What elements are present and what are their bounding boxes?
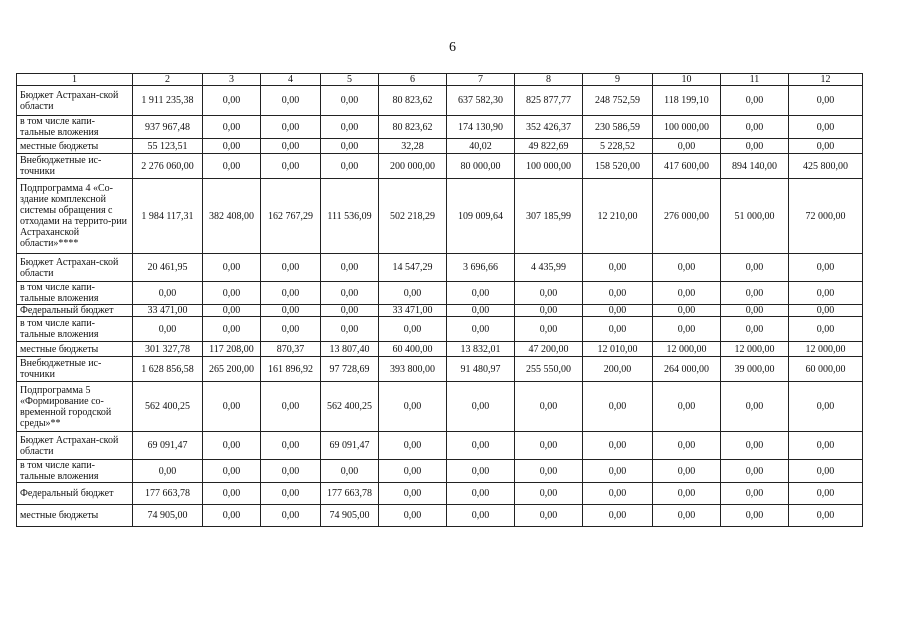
table-cell: 0,00 bbox=[653, 432, 721, 460]
table-cell: 0,00 bbox=[203, 139, 261, 154]
table-cell: 230 586,59 bbox=[583, 116, 653, 139]
table-cell: 0,00 bbox=[789, 505, 863, 527]
table-cell: 47 200,00 bbox=[515, 342, 583, 357]
row-label: Бюджет Астрахан-ской области bbox=[17, 432, 133, 460]
table-cell: 111 536,09 bbox=[321, 179, 379, 254]
table-cell: 0,00 bbox=[653, 139, 721, 154]
table-cell: 12 010,00 bbox=[583, 342, 653, 357]
table-cell: 0,00 bbox=[583, 460, 653, 483]
table-cell: 0,00 bbox=[321, 282, 379, 305]
header-row bbox=[17, 74, 863, 86]
table-row bbox=[17, 179, 863, 254]
table-cell: 0,00 bbox=[789, 116, 863, 139]
table-cell: 60 000,00 bbox=[789, 357, 863, 382]
table-cell: 0,00 bbox=[789, 282, 863, 305]
column-header: 10 bbox=[653, 74, 721, 86]
table-cell: 0,00 bbox=[261, 483, 321, 505]
table-cell: 0,00 bbox=[133, 282, 203, 305]
table-cell: 0,00 bbox=[447, 282, 515, 305]
column-header: 5 bbox=[321, 74, 379, 86]
table-cell: 74 905,00 bbox=[321, 505, 379, 527]
table-row bbox=[17, 505, 863, 527]
table-cell: 200,00 bbox=[583, 357, 653, 382]
row-label: Бюджет Астрахан-ской области bbox=[17, 254, 133, 282]
table-cell: 100 000,00 bbox=[515, 154, 583, 179]
table-cell: 0,00 bbox=[721, 483, 789, 505]
table-cell: 0,00 bbox=[789, 317, 863, 342]
table-row bbox=[17, 305, 863, 317]
table-cell: 0,00 bbox=[721, 139, 789, 154]
table-cell: 2 276 060,00 bbox=[133, 154, 203, 179]
table-cell: 5 228,52 bbox=[583, 139, 653, 154]
table-cell: 382 408,00 bbox=[203, 179, 261, 254]
table-cell: 0,00 bbox=[203, 305, 261, 317]
table-cell: 177 663,78 bbox=[321, 483, 379, 505]
table-row bbox=[17, 154, 863, 179]
table-cell: 0,00 bbox=[203, 483, 261, 505]
table-cell: 72 000,00 bbox=[789, 179, 863, 254]
table-cell: 265 200,00 bbox=[203, 357, 261, 382]
table-cell: 0,00 bbox=[583, 282, 653, 305]
table-cell: 118 199,10 bbox=[653, 86, 721, 116]
table-cell: 0,00 bbox=[261, 317, 321, 342]
table-row bbox=[17, 432, 863, 460]
table-cell: 69 091,47 bbox=[321, 432, 379, 460]
table-row bbox=[17, 460, 863, 483]
table-cell: 0,00 bbox=[653, 483, 721, 505]
column-header: 8 bbox=[515, 74, 583, 86]
table-cell: 162 767,29 bbox=[261, 179, 321, 254]
table-cell: 301 327,78 bbox=[133, 342, 203, 357]
table-cell: 100 000,00 bbox=[653, 116, 721, 139]
table-cell: 33 471,00 bbox=[379, 305, 447, 317]
table-cell: 0,00 bbox=[261, 505, 321, 527]
table-cell: 20 461,95 bbox=[133, 254, 203, 282]
table-cell: 1 911 235,38 bbox=[133, 86, 203, 116]
row-label: местные бюджеты bbox=[17, 139, 133, 154]
table-cell: 40,02 bbox=[447, 139, 515, 154]
table-cell: 0,00 bbox=[203, 86, 261, 116]
table-cell: 637 582,30 bbox=[447, 86, 515, 116]
table-cell: 0,00 bbox=[203, 154, 261, 179]
table-cell: 0,00 bbox=[203, 254, 261, 282]
table-cell: 894 140,00 bbox=[721, 154, 789, 179]
table-cell: 0,00 bbox=[515, 305, 583, 317]
row-label: местные бюджеты bbox=[17, 505, 133, 527]
budget-table bbox=[16, 73, 863, 527]
table-row bbox=[17, 342, 863, 357]
table-cell: 109 009,64 bbox=[447, 179, 515, 254]
table-cell: 91 480,97 bbox=[447, 357, 515, 382]
table-cell: 13 832,01 bbox=[447, 342, 515, 357]
table-cell: 12 000,00 bbox=[653, 342, 721, 357]
row-label: Внебюджетные ис-точники bbox=[17, 357, 133, 382]
table-cell: 0,00 bbox=[379, 483, 447, 505]
table-cell: 0,00 bbox=[261, 139, 321, 154]
table-cell: 12 000,00 bbox=[721, 342, 789, 357]
row-label: Федеральный бюджет bbox=[17, 483, 133, 505]
table-cell: 562 400,25 bbox=[133, 382, 203, 432]
table-row bbox=[17, 254, 863, 282]
table-cell: 0,00 bbox=[789, 483, 863, 505]
table-cell: 0,00 bbox=[447, 460, 515, 483]
table-cell: 0,00 bbox=[583, 505, 653, 527]
row-label: Бюджет Астрахан-ской области bbox=[17, 86, 133, 116]
table-cell: 80 823,62 bbox=[379, 86, 447, 116]
table-cell: 0,00 bbox=[447, 305, 515, 317]
table-row bbox=[17, 357, 863, 382]
table-cell: 255 550,00 bbox=[515, 357, 583, 382]
table-cell: 177 663,78 bbox=[133, 483, 203, 505]
table-cell: 14 547,29 bbox=[379, 254, 447, 282]
table-cell: 0,00 bbox=[515, 483, 583, 505]
table-cell: 0,00 bbox=[789, 139, 863, 154]
table-cell: 0,00 bbox=[515, 432, 583, 460]
table-cell: 0,00 bbox=[721, 254, 789, 282]
table-cell: 0,00 bbox=[789, 460, 863, 483]
table-cell: 1 984 117,31 bbox=[133, 179, 203, 254]
table-cell: 3 696,66 bbox=[447, 254, 515, 282]
table-cell: 0,00 bbox=[321, 305, 379, 317]
table-cell: 562 400,25 bbox=[321, 382, 379, 432]
table-row bbox=[17, 139, 863, 154]
table-cell: 74 905,00 bbox=[133, 505, 203, 527]
table-cell: 117 208,00 bbox=[203, 342, 261, 357]
table-cell: 0,00 bbox=[721, 505, 789, 527]
table-cell: 0,00 bbox=[321, 139, 379, 154]
table-cell: 0,00 bbox=[379, 432, 447, 460]
table-cell: 0,00 bbox=[721, 305, 789, 317]
table-cell: 1 628 856,58 bbox=[133, 357, 203, 382]
table-cell: 0,00 bbox=[653, 505, 721, 527]
table-row bbox=[17, 282, 863, 305]
table-body bbox=[17, 86, 863, 527]
table-cell: 0,00 bbox=[261, 154, 321, 179]
table-row bbox=[17, 116, 863, 139]
table-cell: 33 471,00 bbox=[133, 305, 203, 317]
table-cell: 0,00 bbox=[789, 254, 863, 282]
column-header: 6 bbox=[379, 74, 447, 86]
table-cell: 0,00 bbox=[203, 282, 261, 305]
table-cell: 0,00 bbox=[721, 86, 789, 116]
table-cell: 51 000,00 bbox=[721, 179, 789, 254]
table-cell: 0,00 bbox=[583, 382, 653, 432]
table-cell: 0,00 bbox=[515, 460, 583, 483]
table-cell: 0,00 bbox=[261, 305, 321, 317]
table-cell: 264 000,00 bbox=[653, 357, 721, 382]
table-cell: 69 091,47 bbox=[133, 432, 203, 460]
column-header: 12 bbox=[789, 74, 863, 86]
table-cell: 0,00 bbox=[321, 460, 379, 483]
table-cell: 0,00 bbox=[447, 505, 515, 527]
table-cell: 0,00 bbox=[447, 317, 515, 342]
table-cell: 158 520,00 bbox=[583, 154, 653, 179]
table-cell: 60 400,00 bbox=[379, 342, 447, 357]
table-cell: 307 185,99 bbox=[515, 179, 583, 254]
row-label: Внебюджетные ис-точники bbox=[17, 154, 133, 179]
table-cell: 0,00 bbox=[721, 317, 789, 342]
row-label: в том числе капи-тальные вложения bbox=[17, 116, 133, 139]
table-row bbox=[17, 86, 863, 116]
table-cell: 0,00 bbox=[203, 317, 261, 342]
table-cell: 0,00 bbox=[583, 254, 653, 282]
table-cell: 0,00 bbox=[721, 460, 789, 483]
table-cell: 0,00 bbox=[721, 432, 789, 460]
column-header: 11 bbox=[721, 74, 789, 86]
table-cell: 4 435,99 bbox=[515, 254, 583, 282]
table-cell: 0,00 bbox=[321, 317, 379, 342]
table-cell: 0,00 bbox=[261, 432, 321, 460]
table-cell: 0,00 bbox=[789, 382, 863, 432]
table-cell: 0,00 bbox=[789, 432, 863, 460]
table-cell: 0,00 bbox=[721, 382, 789, 432]
column-header: 2 bbox=[133, 74, 203, 86]
table-cell: 248 752,59 bbox=[583, 86, 653, 116]
table-cell: 200 000,00 bbox=[379, 154, 447, 179]
table-cell: 80 823,62 bbox=[379, 116, 447, 139]
row-label: Подпрограмма 4 «Со-здание комплексной системы обращения с отходами на террито-рии Астраханской области»**** bbox=[17, 179, 133, 254]
table-cell: 0,00 bbox=[203, 460, 261, 483]
row-label: Подпрограмма 5 «Формирование со-временной городской среды»** bbox=[17, 382, 133, 432]
table-cell: 12 210,00 bbox=[583, 179, 653, 254]
table-cell: 32,28 bbox=[379, 139, 447, 154]
row-label: в том числе капи-тальные вложения bbox=[17, 460, 133, 483]
table-cell: 0,00 bbox=[583, 432, 653, 460]
table-cell: 0,00 bbox=[261, 254, 321, 282]
table-cell: 0,00 bbox=[379, 505, 447, 527]
table-cell: 0,00 bbox=[321, 254, 379, 282]
table-cell: 0,00 bbox=[653, 460, 721, 483]
table-cell: 0,00 bbox=[721, 282, 789, 305]
column-header: 4 bbox=[261, 74, 321, 86]
table-cell: 0,00 bbox=[583, 483, 653, 505]
table-cell: 0,00 bbox=[261, 460, 321, 483]
table-cell: 0,00 bbox=[379, 317, 447, 342]
table-cell: 0,00 bbox=[133, 460, 203, 483]
table-cell: 0,00 bbox=[379, 460, 447, 483]
table-cell: 0,00 bbox=[261, 382, 321, 432]
table-cell: 393 800,00 bbox=[379, 357, 447, 382]
table-cell: 13 807,40 bbox=[321, 342, 379, 357]
table-cell: 161 896,92 bbox=[261, 357, 321, 382]
table-cell: 0,00 bbox=[133, 317, 203, 342]
table-cell: 0,00 bbox=[203, 382, 261, 432]
table-cell: 0,00 bbox=[789, 305, 863, 317]
table-cell: 425 800,00 bbox=[789, 154, 863, 179]
row-label: Федеральный бюджет bbox=[17, 305, 133, 317]
table-cell: 174 130,90 bbox=[447, 116, 515, 139]
table-cell: 0,00 bbox=[515, 505, 583, 527]
table-cell: 937 967,48 bbox=[133, 116, 203, 139]
table-cell: 0,00 bbox=[447, 432, 515, 460]
table-cell: 502 218,29 bbox=[379, 179, 447, 254]
table-cell: 0,00 bbox=[515, 317, 583, 342]
column-header: 1 bbox=[17, 74, 133, 86]
table-cell: 49 822,69 bbox=[515, 139, 583, 154]
table-cell: 80 000,00 bbox=[447, 154, 515, 179]
table-cell: 97 728,69 bbox=[321, 357, 379, 382]
column-header: 9 bbox=[583, 74, 653, 86]
table-row bbox=[17, 382, 863, 432]
table-cell: 0,00 bbox=[321, 154, 379, 179]
table-cell: 0,00 bbox=[653, 254, 721, 282]
table-cell: 39 000,00 bbox=[721, 357, 789, 382]
column-header: 3 bbox=[203, 74, 261, 86]
table-cell: 0,00 bbox=[321, 116, 379, 139]
column-header: 7 bbox=[447, 74, 515, 86]
row-label: в том числе капи-тальные вложения bbox=[17, 282, 133, 305]
table-cell: 0,00 bbox=[203, 432, 261, 460]
table-cell: 12 000,00 bbox=[789, 342, 863, 357]
table-cell: 0,00 bbox=[379, 382, 447, 432]
table-cell: 0,00 bbox=[653, 282, 721, 305]
table-cell: 0,00 bbox=[203, 116, 261, 139]
table-cell: 0,00 bbox=[515, 282, 583, 305]
table-cell: 276 000,00 bbox=[653, 179, 721, 254]
table-cell: 55 123,51 bbox=[133, 139, 203, 154]
table-cell: 0,00 bbox=[653, 305, 721, 317]
table-cell: 870,37 bbox=[261, 342, 321, 357]
row-label: в том числе капи-тальные вложения bbox=[17, 317, 133, 342]
table-cell: 352 426,37 bbox=[515, 116, 583, 139]
table-cell: 0,00 bbox=[447, 382, 515, 432]
table-cell: 825 877,77 bbox=[515, 86, 583, 116]
table-cell: 0,00 bbox=[653, 382, 721, 432]
table-cell: 0,00 bbox=[261, 86, 321, 116]
table-row bbox=[17, 483, 863, 505]
table-cell: 0,00 bbox=[583, 317, 653, 342]
table-cell: 0,00 bbox=[721, 116, 789, 139]
row-label: местные бюджеты bbox=[17, 342, 133, 357]
table-cell: 0,00 bbox=[447, 483, 515, 505]
table-cell: 0,00 bbox=[583, 305, 653, 317]
table-cell: 0,00 bbox=[321, 86, 379, 116]
table-cell: 417 600,00 bbox=[653, 154, 721, 179]
table-cell: 0,00 bbox=[515, 382, 583, 432]
table-cell: 0,00 bbox=[653, 317, 721, 342]
table-cell: 0,00 bbox=[203, 505, 261, 527]
table-row bbox=[17, 317, 863, 342]
table-cell: 0,00 bbox=[261, 116, 321, 139]
page-number: 6 bbox=[449, 40, 456, 55]
table-cell: 0,00 bbox=[261, 282, 321, 305]
table-cell: 0,00 bbox=[379, 282, 447, 305]
table-cell: 0,00 bbox=[789, 86, 863, 116]
